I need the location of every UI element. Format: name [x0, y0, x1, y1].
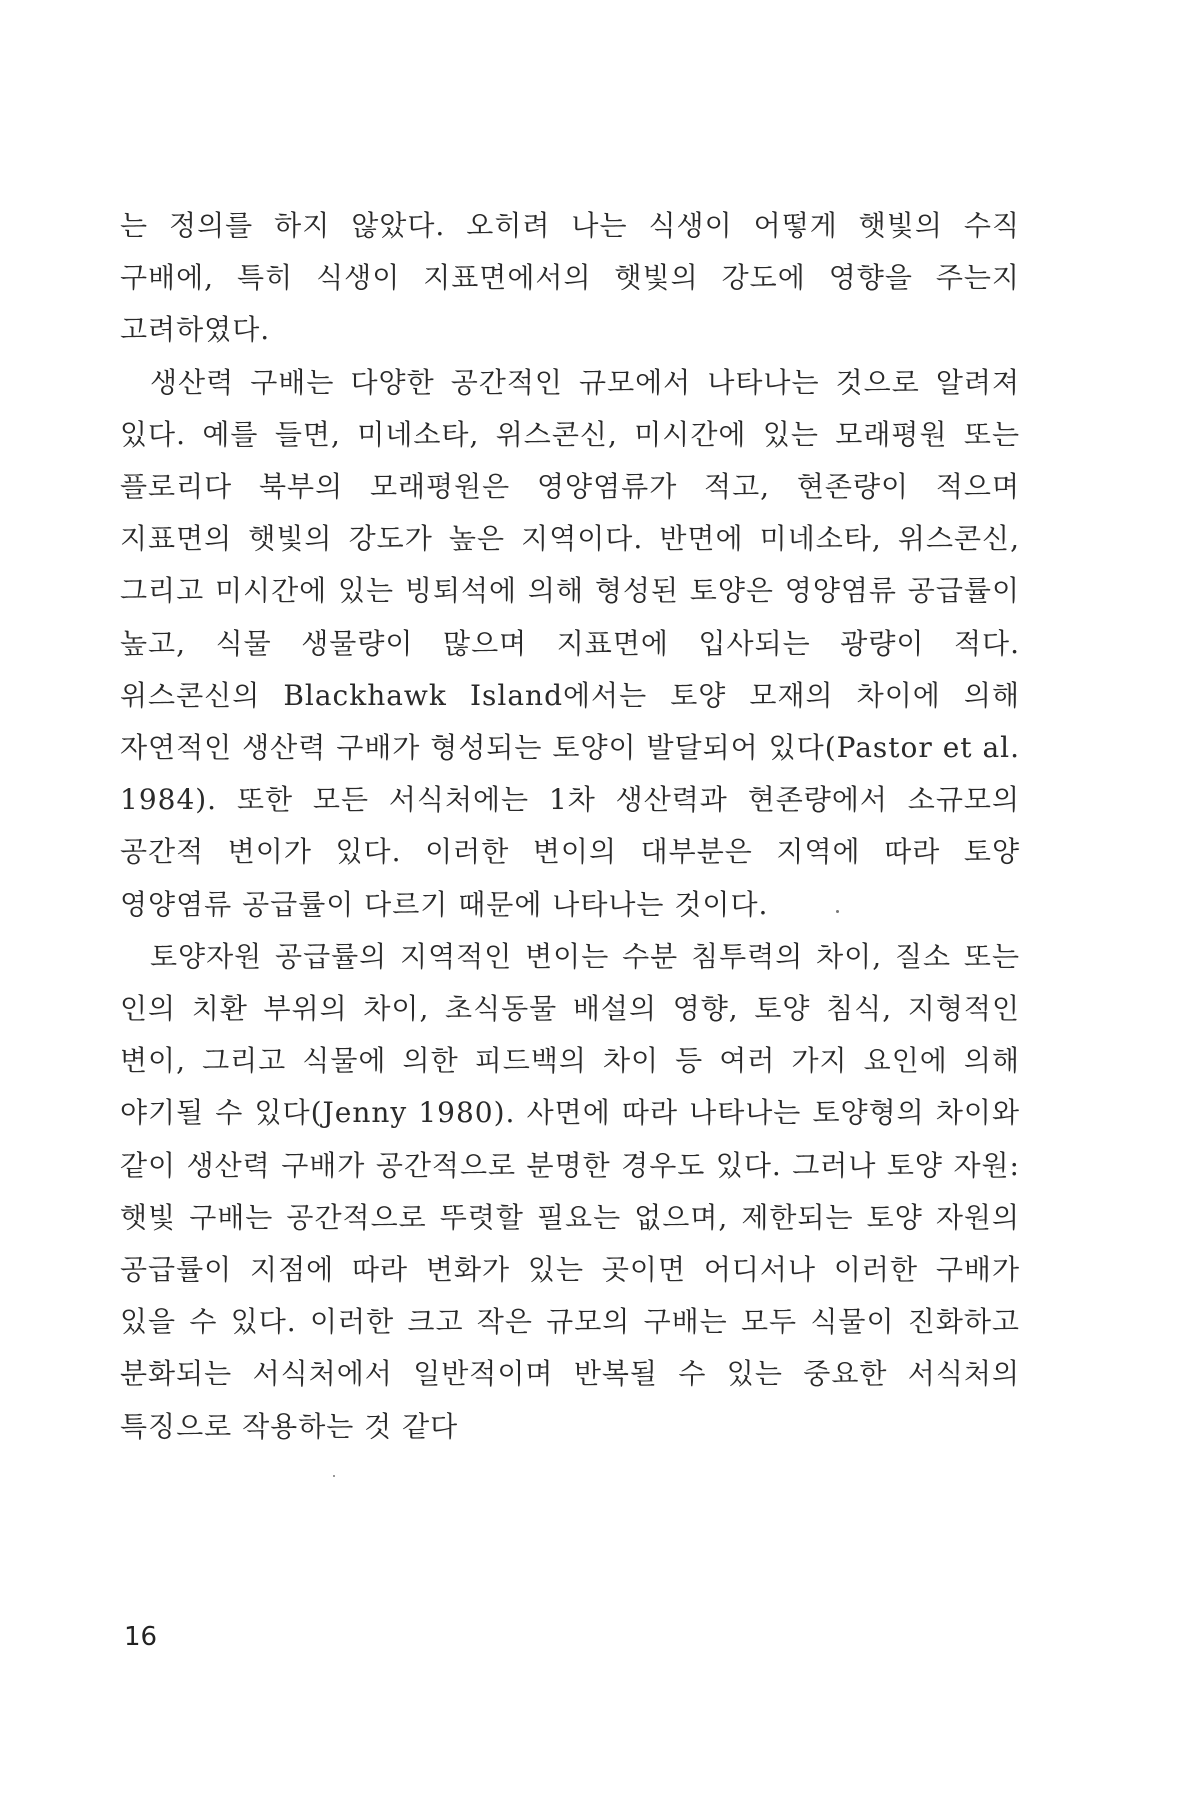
scan-speck: [333, 1475, 335, 1477]
scan-speck: [836, 910, 839, 913]
page-number: 16: [124, 1622, 158, 1652]
body-text: [120, 200, 1020, 1453]
paragraph-2: 생산력 구배는 다양한 공간적인 규모에서 나타나는 것으로 알려져 있다. 예를 들면, 미네소타, 위스콘신, 미시간에 있는 모래평원 또는 플로리다 북부의 모래평원은 영양염류가 적고, 현존량이 적으며 지표면의 햇빛의 강도가 높은 지역이다. 반면에 미네소타, 위스콘신, 그리고 미시간에 있는 빙퇴석에 의해 형성된 토양은 영양염류 공급률이 높고, 식물 생물량이 많으며 지표면에 입사되는 광량이 적다. 위스콘신의 Blackhawk Island에서는 토양 모재의 차이에 의해 자연적인 생산력 구배가 형성되는 토양이 발달되어 있다(Pastor et al. 1984). 또한 모든 서식처에는 1차 생산력과 현존량에서 소규모의 공간적 변이가 있다. 이러한 변이의 대부분은 지역에 따라 토양 영양염류 공급률이 다르기 때문에 나타나는 것이다.: [120, 365, 1020, 921]
paragraph-3: 토양자원 공급률의 지역적인 변이는 수분 침투력의 차이, 질소 또는 인의 치환 부위의 차이, 초식동물 배설의 영향, 토양 침식, 지형적인 변이, 그리고 식물에 의한 피드백의 차이 등 여러 가지 요인에 의해 야기될 수 있다(Jenny 1980). 사면에 따라 나타나는 토양형의 차이와 같이 생산력 구배가 공간적으로 분명한 경우도 있다. 그러나 토양 자원:햇빛 구배는 공간적으로 뚜렷할 필요는 없으며, 제한되는 토양 자원의 공급률이 지점에 따라 변화가 있는 곳이면 어디서나 이러한 구배가 있을 수 있다. 이러한 크고 작은 규모의 구배는 모두 식물이 진화하고 분화되는 서식처에서 일반적이며 반복될 수 있는 중요한 서식처의 특징으로 작용하는 것 같다: [120, 939, 1020, 1443]
paragraph-1: 는 정의를 하지 않았다. 오히려 나는 식생이 어떻게 햇빛의 수직 구배에, 특히 식생이 지표면에서의 햇빛의 강도에 영향을 주는지 고려하였다.: [120, 209, 1020, 347]
